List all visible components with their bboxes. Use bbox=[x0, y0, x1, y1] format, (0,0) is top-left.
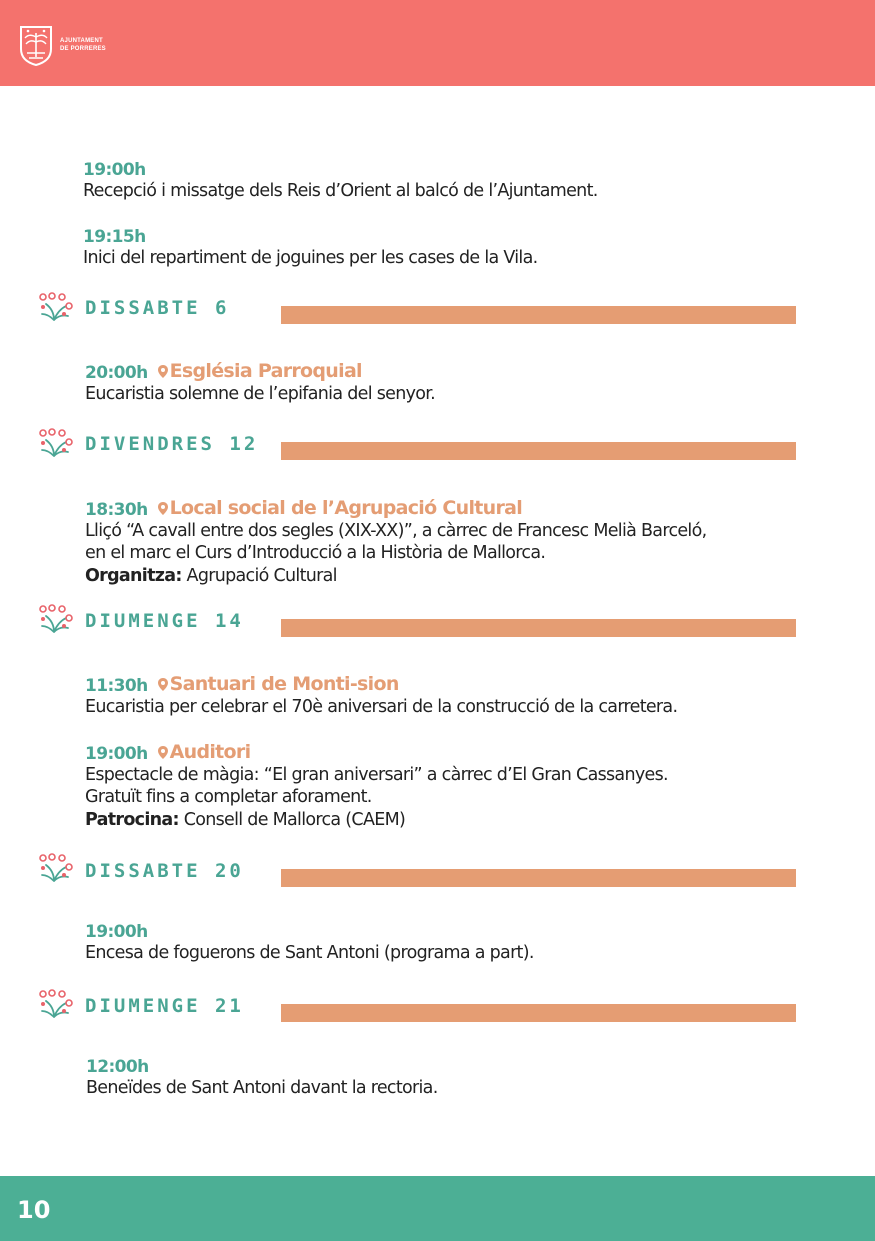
logo-line2: DE PORRERES bbox=[60, 46, 106, 52]
day-divider-bar bbox=[281, 442, 796, 460]
event-description: Beneïdes de Sant Antoni davant la rectoria. bbox=[86, 1078, 438, 1098]
event-description: Inici del repartiment de joguines per les cases de la Vila. bbox=[83, 248, 538, 268]
event-location: Església Parroquial bbox=[169, 360, 362, 382]
intro-event-1 bbox=[83, 160, 598, 203]
flower-branch-icon bbox=[38, 853, 74, 883]
event-description-line: Gratuït fins a completar aforament. bbox=[85, 787, 372, 807]
event-time: 11:30h bbox=[85, 675, 148, 696]
event-description: Eucaristia per celebrar el 70è aniversari de la construcció de la carretera. bbox=[85, 696, 678, 717]
organizer-value: Agrupació Cultural bbox=[186, 565, 337, 586]
event-description: Eucaristia solemne de l’epifania del senyor. bbox=[85, 383, 436, 404]
organizer-label: Organitza: bbox=[85, 565, 182, 586]
day-divider-bar bbox=[281, 869, 796, 887]
event-time: 20:00h bbox=[85, 362, 148, 383]
day-label: DIVENDRES 12 bbox=[85, 433, 259, 455]
sponsor-label: Patrocina: bbox=[85, 809, 179, 830]
event-description: Recepció i missatge dels Reis d’Orient al balcó de l’Ajuntament. bbox=[83, 181, 598, 201]
day-divider-bar bbox=[281, 306, 796, 324]
day-label: DIUMENGE 21 bbox=[85, 995, 244, 1017]
event bbox=[85, 497, 706, 587]
event-time: 12:00h bbox=[86, 1057, 149, 1077]
event-time: 18:30h bbox=[85, 499, 148, 520]
event-description-line: Espectacle de màgia: “El gran aniversari” a càrrec d’El Gran Cassanyes. bbox=[85, 764, 668, 785]
event-location: Santuari de Monti-sion bbox=[169, 673, 399, 695]
day-label: DISSABTE 6 bbox=[85, 297, 230, 319]
location-pin-icon bbox=[158, 746, 168, 759]
day-label: DIUMENGE 14 bbox=[85, 610, 244, 632]
day-divider-bar bbox=[281, 1004, 796, 1022]
event-time: 19:00h bbox=[85, 922, 148, 942]
location-pin-icon bbox=[158, 678, 168, 691]
page-header bbox=[0, 0, 875, 86]
event bbox=[85, 922, 534, 965]
flower-branch-icon bbox=[38, 989, 74, 1019]
logo-line1: AJUNTAMENT bbox=[60, 38, 103, 44]
flower-branch-icon bbox=[38, 604, 74, 634]
page-footer bbox=[0, 1176, 875, 1241]
event bbox=[85, 673, 677, 718]
event-description-line: Lliçó “A cavall entre dos segles (XIX-XX)”, a càrrec de Francesc Melià Barceló, bbox=[85, 520, 707, 541]
intro-event-2 bbox=[83, 227, 537, 270]
event-description: Encesa de foguerons de Sant Antoni (programa a part). bbox=[85, 943, 534, 963]
page-number: 10 bbox=[17, 1196, 51, 1224]
event-time: 19:15h bbox=[83, 227, 146, 247]
event-location: Local social de l’Agrupació Cultural bbox=[169, 497, 523, 519]
event-time: 19:00h bbox=[83, 160, 146, 180]
day-label: DISSABTE 20 bbox=[85, 860, 244, 882]
sponsor-value: Consell de Mallorca (CAEM) bbox=[183, 809, 406, 830]
event-description-line: en el marc el Curs d’Introducció a la Història de Mallorca. bbox=[85, 543, 546, 563]
event bbox=[86, 1057, 438, 1100]
location-pin-icon bbox=[158, 365, 168, 378]
flower-branch-icon bbox=[38, 292, 74, 322]
event bbox=[85, 360, 435, 405]
event-time: 19:00h bbox=[85, 743, 148, 764]
day-divider-bar bbox=[281, 619, 796, 637]
location-pin-icon bbox=[158, 502, 168, 515]
event bbox=[85, 741, 668, 831]
flower-branch-icon bbox=[38, 428, 74, 458]
logo bbox=[18, 23, 106, 67]
event-location: Auditori bbox=[169, 741, 251, 763]
coat-of-arms-icon bbox=[18, 23, 54, 67]
